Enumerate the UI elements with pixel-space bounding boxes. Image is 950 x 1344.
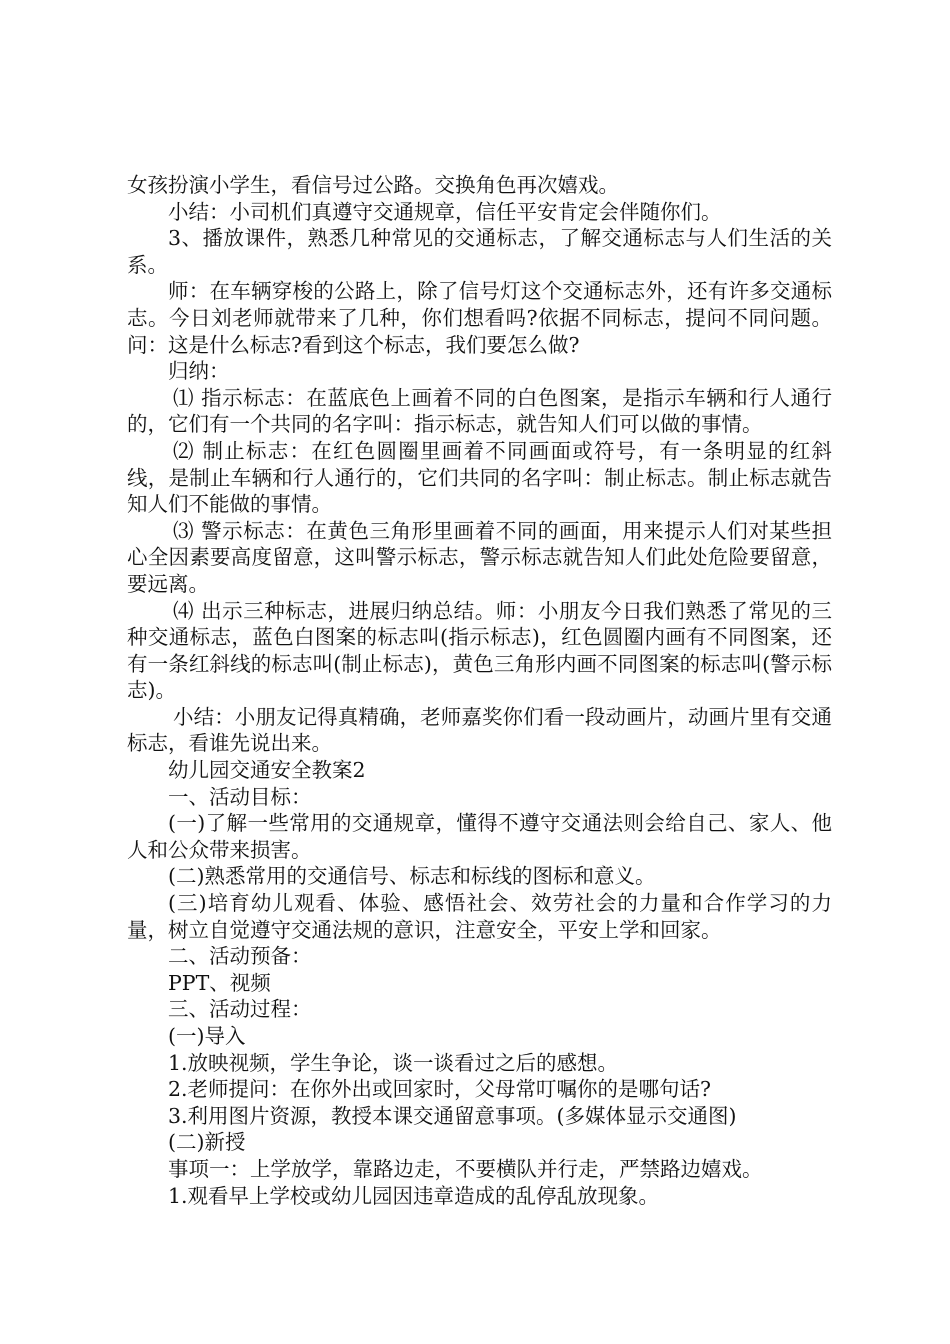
goal-item-2: (二)熟悉常用的交通信号、标志和标线的图标和意义。 bbox=[168, 864, 656, 889]
paragraph-step-3: 3、播放课件，熟悉几种常见的交通标志，了解交通标志与人们生活的关系。 bbox=[127, 226, 832, 277]
section-title: 幼儿园交通安全教案2 bbox=[168, 758, 366, 783]
paragraph-summary-2: 小结：小朋友记得真精确，老师嘉奖你们看一段动画片，动画片里有交通标志，看谁先说出来。 bbox=[127, 704, 832, 756]
preparation-items: PPT、视频 bbox=[168, 970, 271, 995]
paragraph-prohibition-sign: ⑵ 制止标志：在红色圆圈里画着不同画面或符号，有一条明显的红斜线，是制止车辆和行人通行的，它们共同的名字叫：制止标志。制止标志就告知人们不能做的事情。 bbox=[127, 438, 832, 517]
intro-step-1: 1.放映视频，学生争论，谈一谈看过之后的感想。 bbox=[168, 1050, 619, 1075]
paragraph-summary-heading: 归纳： bbox=[168, 359, 230, 384]
heading-activity-process: 三、活动过程： bbox=[168, 997, 312, 1022]
paragraph-three-signs-review: ⑷ 出示三种标志，进展归纳总结。师：小朋友今日我们熟悉了常见的三种交通标志，蓝色白图案的标志叫(指示标志)，红色圆圈内画有不同图案，还有一条红斜线的标志叫(制止标志)，黄色三角形内画不同图案的标志叫(警示标志)。 bbox=[127, 598, 832, 703]
paragraph-teacher-intro: 师：在车辆穿梭的公路上，除了信号灯这个交通标志外，还有许多交通标志。今日刘老师就带来了几种，你们想看吗?依据不同标志，提问不同问题。 问：这是什么标志?看到这个标志，我们要怎么做? bbox=[127, 279, 832, 357]
intro-step-3: 3.利用图片资源，教授本课交通留意事项。(多媒体显示交通图) bbox=[168, 1103, 737, 1128]
paragraph-indicator-sign: ⑴ 指示标志：在蓝底色上画着不同的白色图案，是指示车辆和行人通行的，它们有一个共同的名字叫：指示标志，就告知人们可以做的事情。 bbox=[127, 385, 832, 437]
heading-activity-preparation: 二、活动预备： bbox=[168, 944, 312, 969]
subheading-introduction: (一)导入 bbox=[168, 1024, 246, 1048]
document-body bbox=[127, 172, 832, 1209]
subheading-new-lesson: (二)新授 bbox=[168, 1130, 246, 1155]
paragraph-summary-1: 小结：小司机们真遵守交通规章，信任平安肯定会伴随你们。 bbox=[168, 199, 722, 224]
goal-item-1: (一)了解一些常用的交通规章，懂得不遵守交通法则会给自己、家人、他人和公众带来损害。 bbox=[127, 811, 832, 862]
intro-step-2: 2.老师提问：在你外出或回家时，父母常叮嘱你的是哪句话? bbox=[168, 1077, 712, 1102]
goal-item-3: (三)培育幼儿观看、体验、感悟社会、效劳社会的力量和合作学习的力量，树立自觉遵守交通法规的意识，注意安全，平安上学和回家。 bbox=[127, 891, 832, 942]
paragraph-warning-sign: ⑶ 警示标志：在黄色三角形里画着不同的画面，用来提示人们对某些担心全因素要高度留意，这叫警示标志，警示标志就告知人们此处危险要留意，要远离。 bbox=[127, 518, 832, 596]
lesson-step-1: 1.观看早上学校或幼儿园因违章造成的乱停乱放现象。 bbox=[168, 1183, 660, 1208]
heading-activity-goals: 一、活动目标： bbox=[168, 784, 312, 809]
paragraph-continuation: 女孩扮演小学生，看信号过公路。交换角色再次嬉戏。 bbox=[127, 173, 619, 197]
lesson-item-1: 事项一：上学放学，靠路边走，不要横队并行走，严禁路边嬉戏。 bbox=[168, 1156, 763, 1181]
